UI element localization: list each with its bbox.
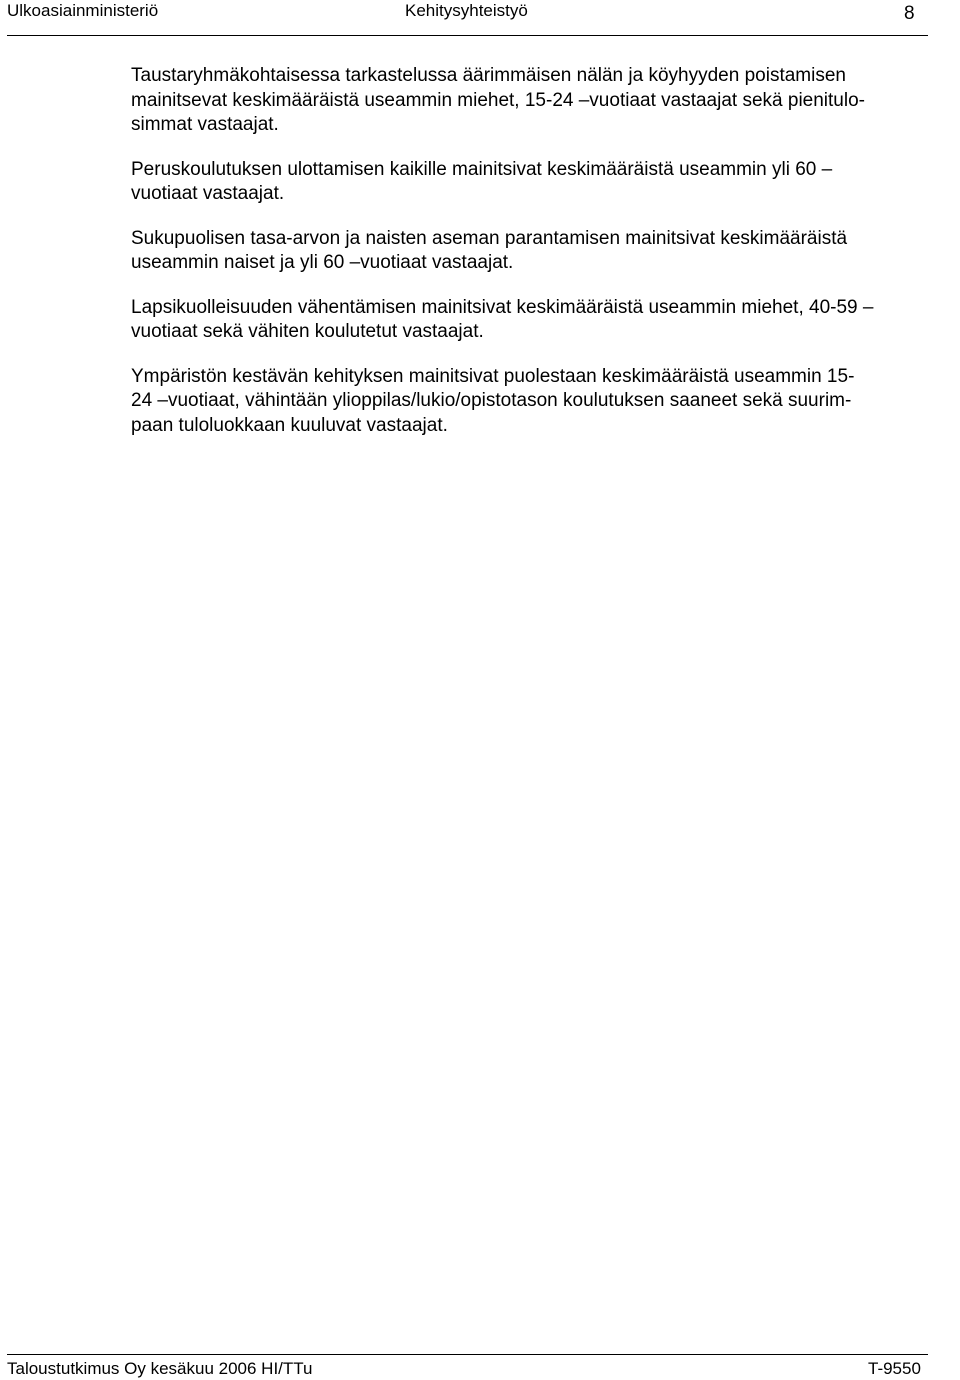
header-divider	[7, 35, 928, 36]
text-line: Peruskoulutuksen ulottamisen kaikille mainitsivat keskimääräistä useammin yli 60 –	[131, 158, 833, 180]
text-line: vuotiaat sekä vähiten koulutetut vastaajat.	[131, 321, 484, 342]
text-line: Taustaryhmäkohtaisessa tarkastelussa äärimmäisen nälän ja köyhyyden poistamisen	[131, 65, 846, 86]
text-line: useammin naiset ja yli 60 –vuotiaat vastaajat.	[131, 252, 514, 273]
text-line: Sukupuolisen tasa-arvon ja naisten aseman parantamisen mainitsivat keskimääräistä	[131, 227, 848, 249]
header-organization: Ulkoasiainministeriö	[7, 1, 159, 20]
footer-company: Taloustutkimus Oy kesäkuu 2006 HI/TTu	[7, 1359, 313, 1378]
paragraph-child-mortality	[131, 296, 931, 345]
paragraph-hunger-poverty	[131, 64, 931, 138]
paragraph-environment	[131, 365, 931, 439]
text-line: paan tuloluokkaan kuuluvat vastaajat.	[131, 414, 448, 436]
text-line: simmat vastaajat.	[131, 114, 279, 135]
document-body	[131, 64, 931, 458]
page-number: 8	[904, 3, 915, 24]
text-line: vuotiaat vastaajat.	[131, 183, 285, 204]
text-line: Ympäristön kestävän kehityksen mainitsivat puolestaan keskimääräistä useammin 15-	[131, 365, 855, 387]
text-line: mainitsevat keskimääräistä useammin miehet, 15-24 –vuotiaat vastaajat sekä pienitulo-	[131, 89, 865, 111]
footer-report-code: T-9550	[868, 1359, 921, 1378]
text-line: Lapsikuolleisuuden vähentämisen mainitsivat keskimääräistä useammin miehet, 40-59 –	[131, 296, 874, 318]
footer-divider	[7, 1354, 928, 1355]
paragraph-primary-education	[131, 158, 931, 207]
paragraph-gender-equality	[131, 227, 931, 276]
header-section: Kehitysyhteistyö	[405, 1, 528, 20]
text-line: 24 –vuotiaat, vähintään ylioppilas/lukio/opistotason koulutuksen saaneet sekä suurim-	[131, 390, 852, 411]
